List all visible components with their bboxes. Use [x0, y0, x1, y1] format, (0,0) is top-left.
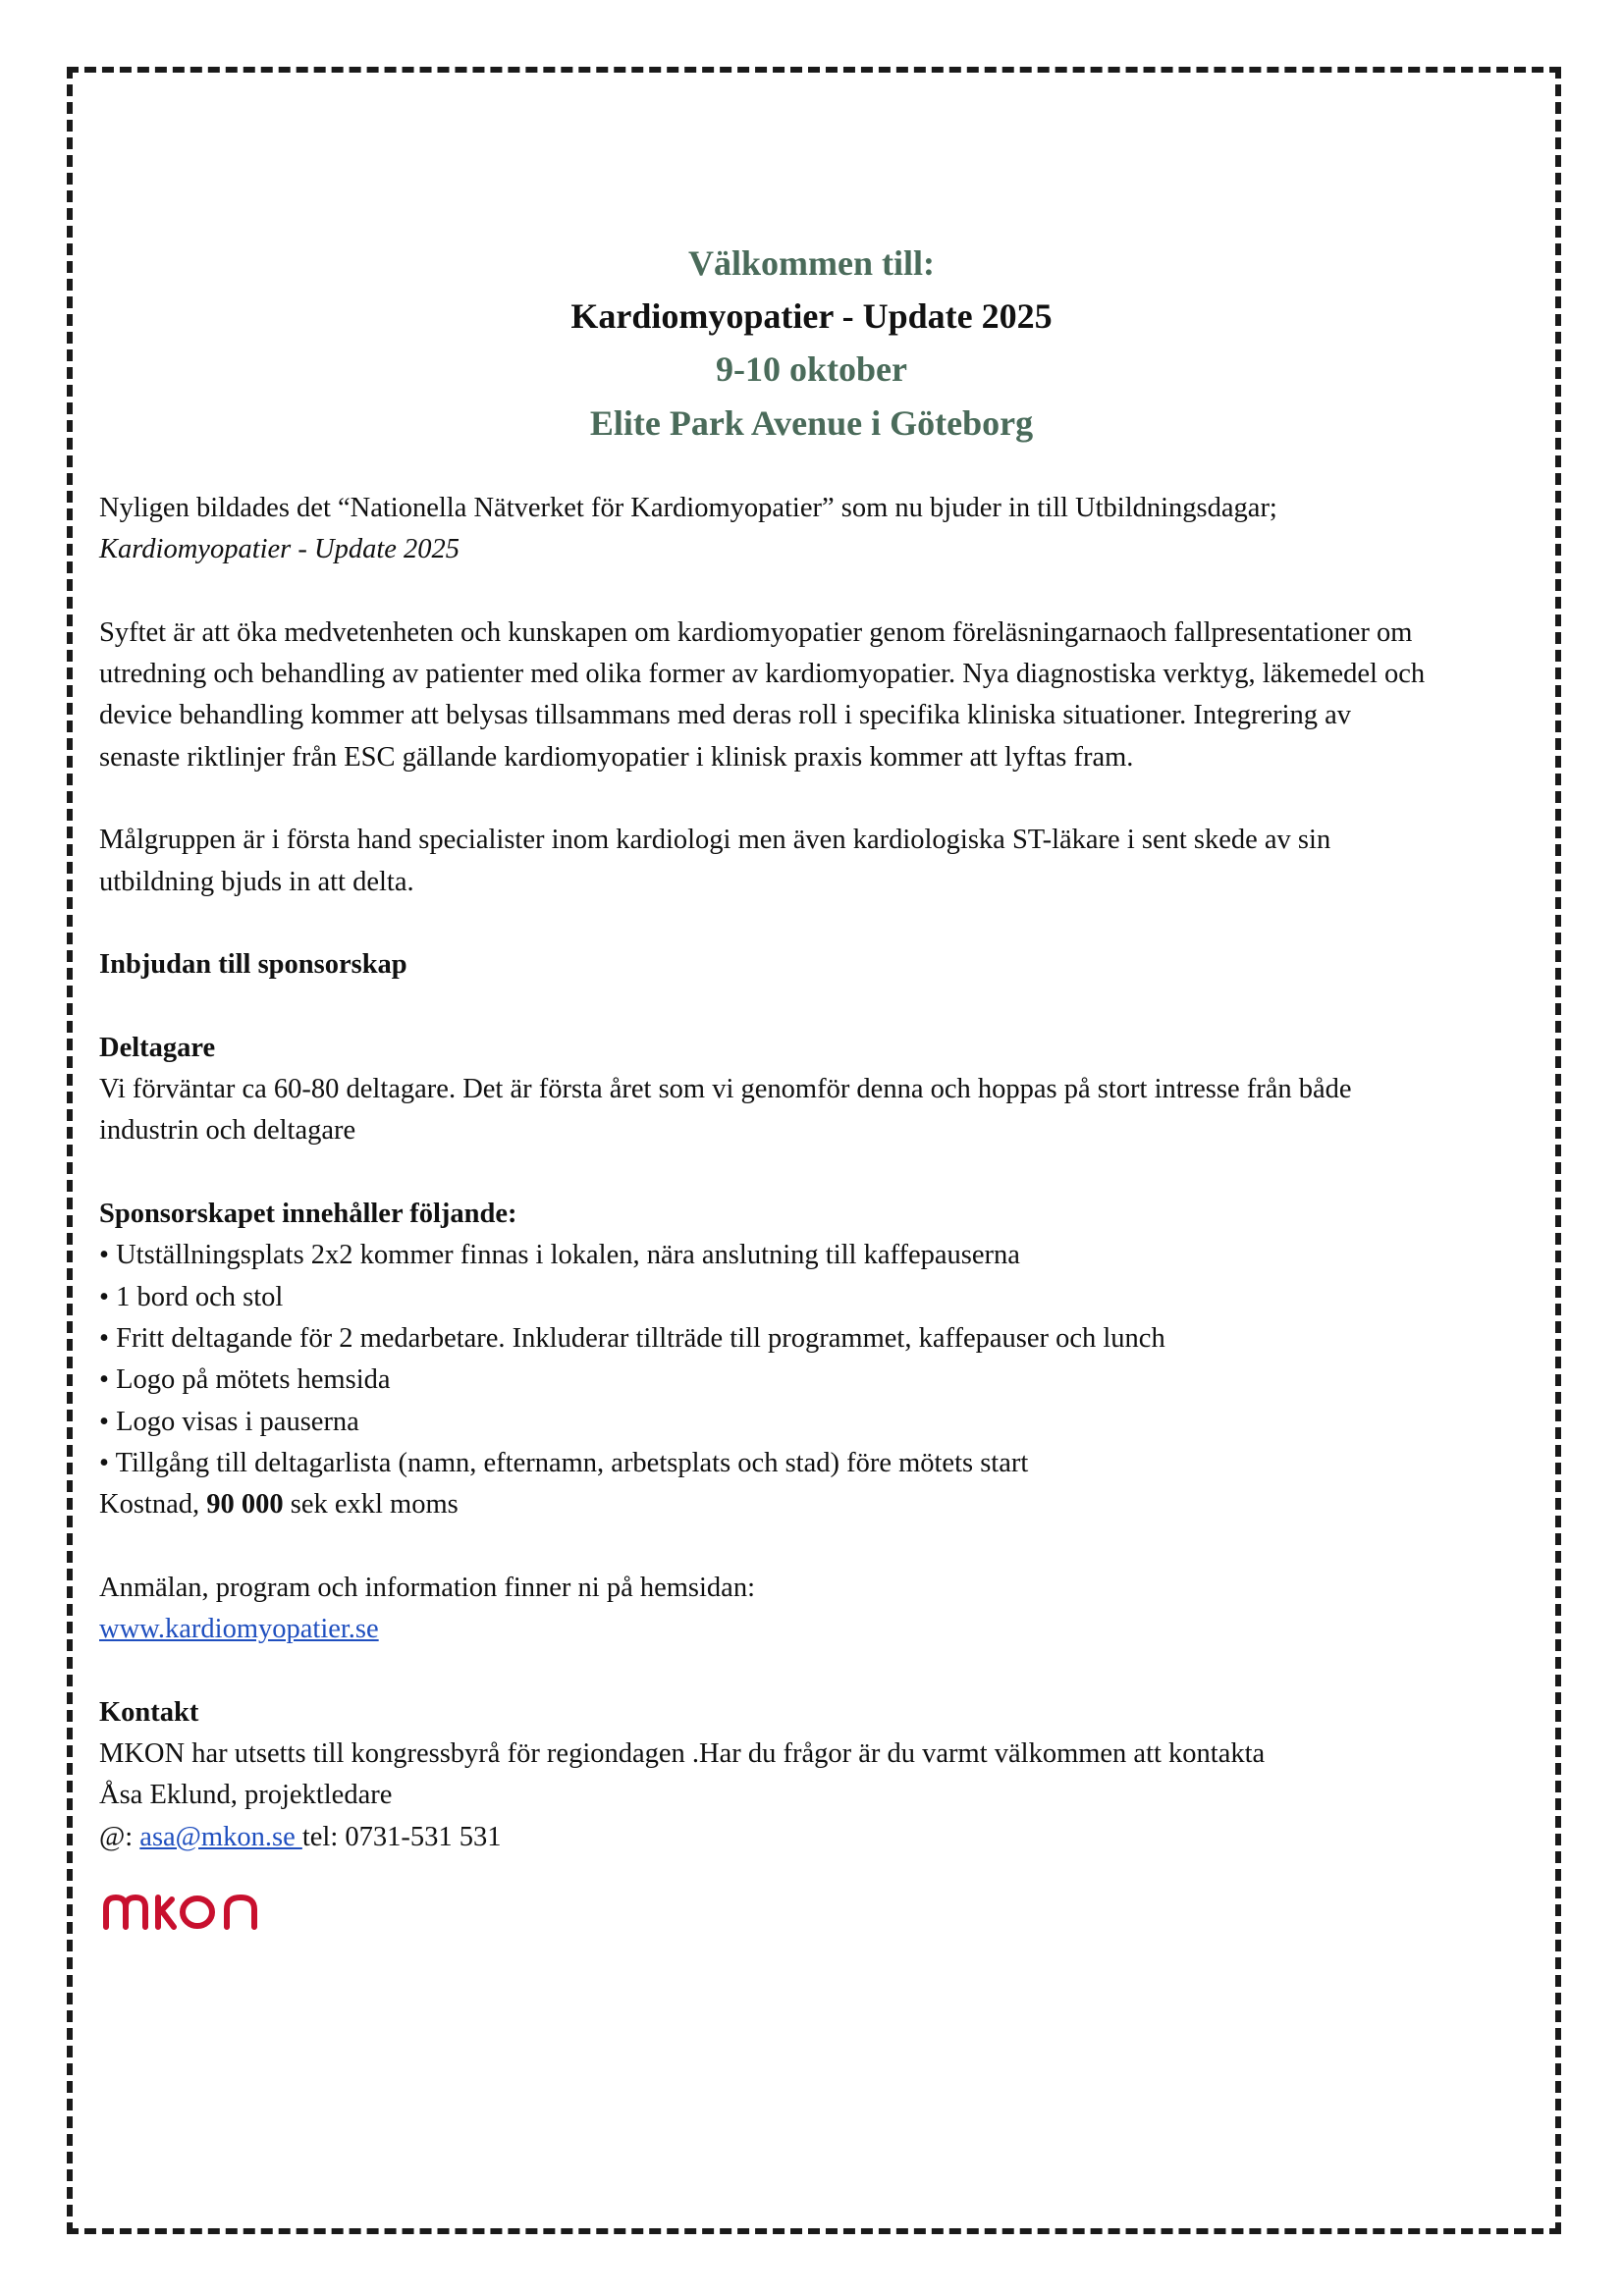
sponsorship-item: • Tillgång till deltagarlista (namn, efternamn, arbetsplats och stad) före mötets start	[99, 1447, 1029, 1478]
sponsorship-item: • Logo visas i pauserna	[99, 1406, 359, 1437]
invitation-heading: Inbjudan till sponsorskap	[99, 949, 407, 981]
intro-italic-title: Kardiomyopatier - Update 2025	[99, 534, 460, 565]
document-body	[99, 488, 1542, 1858]
purpose-line: device behandling kommer att belysas tillsammans med deras roll i specifika kliniska situationer. Integrering av	[99, 700, 1352, 731]
website-link[interactable]: www.kardiomyopatier.se	[99, 1614, 379, 1645]
sponsorship-heading: Sponsorskapet innehåller följande:	[99, 1199, 517, 1230]
registration-text: Anmälan, program och information finner ni på hemsidan:	[99, 1572, 755, 1603]
participants-line: industrin och deltagare	[99, 1115, 356, 1147]
event-date: 9-10 oktober	[716, 349, 907, 389]
email-link[interactable]: asa@mkon.se	[139, 1821, 302, 1852]
participants-line: Vi förväntar ca 60-80 deltagare. Det är första året som vi genomför denna och hoppas på stort intresse från både	[99, 1074, 1352, 1105]
event-title: Kardiomyopatier - Update 2025	[570, 296, 1053, 336]
contact-phone: tel: 0731-531 531	[301, 1821, 502, 1852]
contact-line: MKON har utsetts till kongressbyrå för regiondagen .Har du frågor är du varmt välkommen att kontakta	[99, 1737, 1266, 1769]
target-line: utbildning bjuds in att delta.	[99, 866, 414, 897]
target-line: Målgruppen är i första hand specialister inom kardiologi men även kardiologiska ST-läkare i sent skede av sin	[99, 825, 1331, 856]
mkon-logo	[101, 1888, 274, 1933]
sponsorship-item: • Logo på mötets hemsida	[99, 1364, 391, 1396]
cost-line	[99, 1484, 1542, 1525]
cost-suffix: sek exkl moms	[283, 1489, 459, 1521]
sponsorship-item: • Utställningsplats 2x2 kommer finnas i lokalen, nära anslutning till kaffepauserna	[99, 1240, 1020, 1271]
cost-amount: 90 000	[206, 1489, 284, 1521]
cost-prefix: Kostnad,	[99, 1489, 207, 1521]
email-prefix: @:	[99, 1821, 140, 1852]
participants-heading: Deltagare	[99, 1032, 216, 1063]
contact-person: Åsa Eklund, projektledare	[99, 1780, 393, 1811]
welcome-heading: Välkommen till:	[688, 243, 935, 283]
purpose-line: Syftet är att öka medvetenheten och kunskapen om kardiomyopatier genom föreläsningarnaoch fallpresentationer om	[99, 616, 1413, 648]
contact-email-line	[99, 1817, 1542, 1858]
purpose-line: utredning och behandling av patienter med olika former av kardiomyopatier. Nya diagnostiska verktyg, läkemedel och	[99, 659, 1426, 690]
purpose-line: senaste riktlinjer från ESC gällande kardiomyopatier i klinisk praxis kommer att lyftas fram.	[99, 741, 1134, 773]
contact-heading: Kontakt	[99, 1696, 199, 1728]
event-venue: Elite Park Avenue i Göteborg	[589, 403, 1034, 443]
sponsorship-item: • 1 bord och stol	[99, 1281, 284, 1312]
sponsorship-item: • Fritt deltagande för 2 medarbetare. Inkluderar tillträde till programmet, kaffepauser och lunch	[99, 1322, 1165, 1354]
intro-text: Nyligen bildades det “Nationella Nätverket för Kardiomyopatier” som nu bjuder in till Utbildningsdagar;	[99, 493, 1277, 523]
